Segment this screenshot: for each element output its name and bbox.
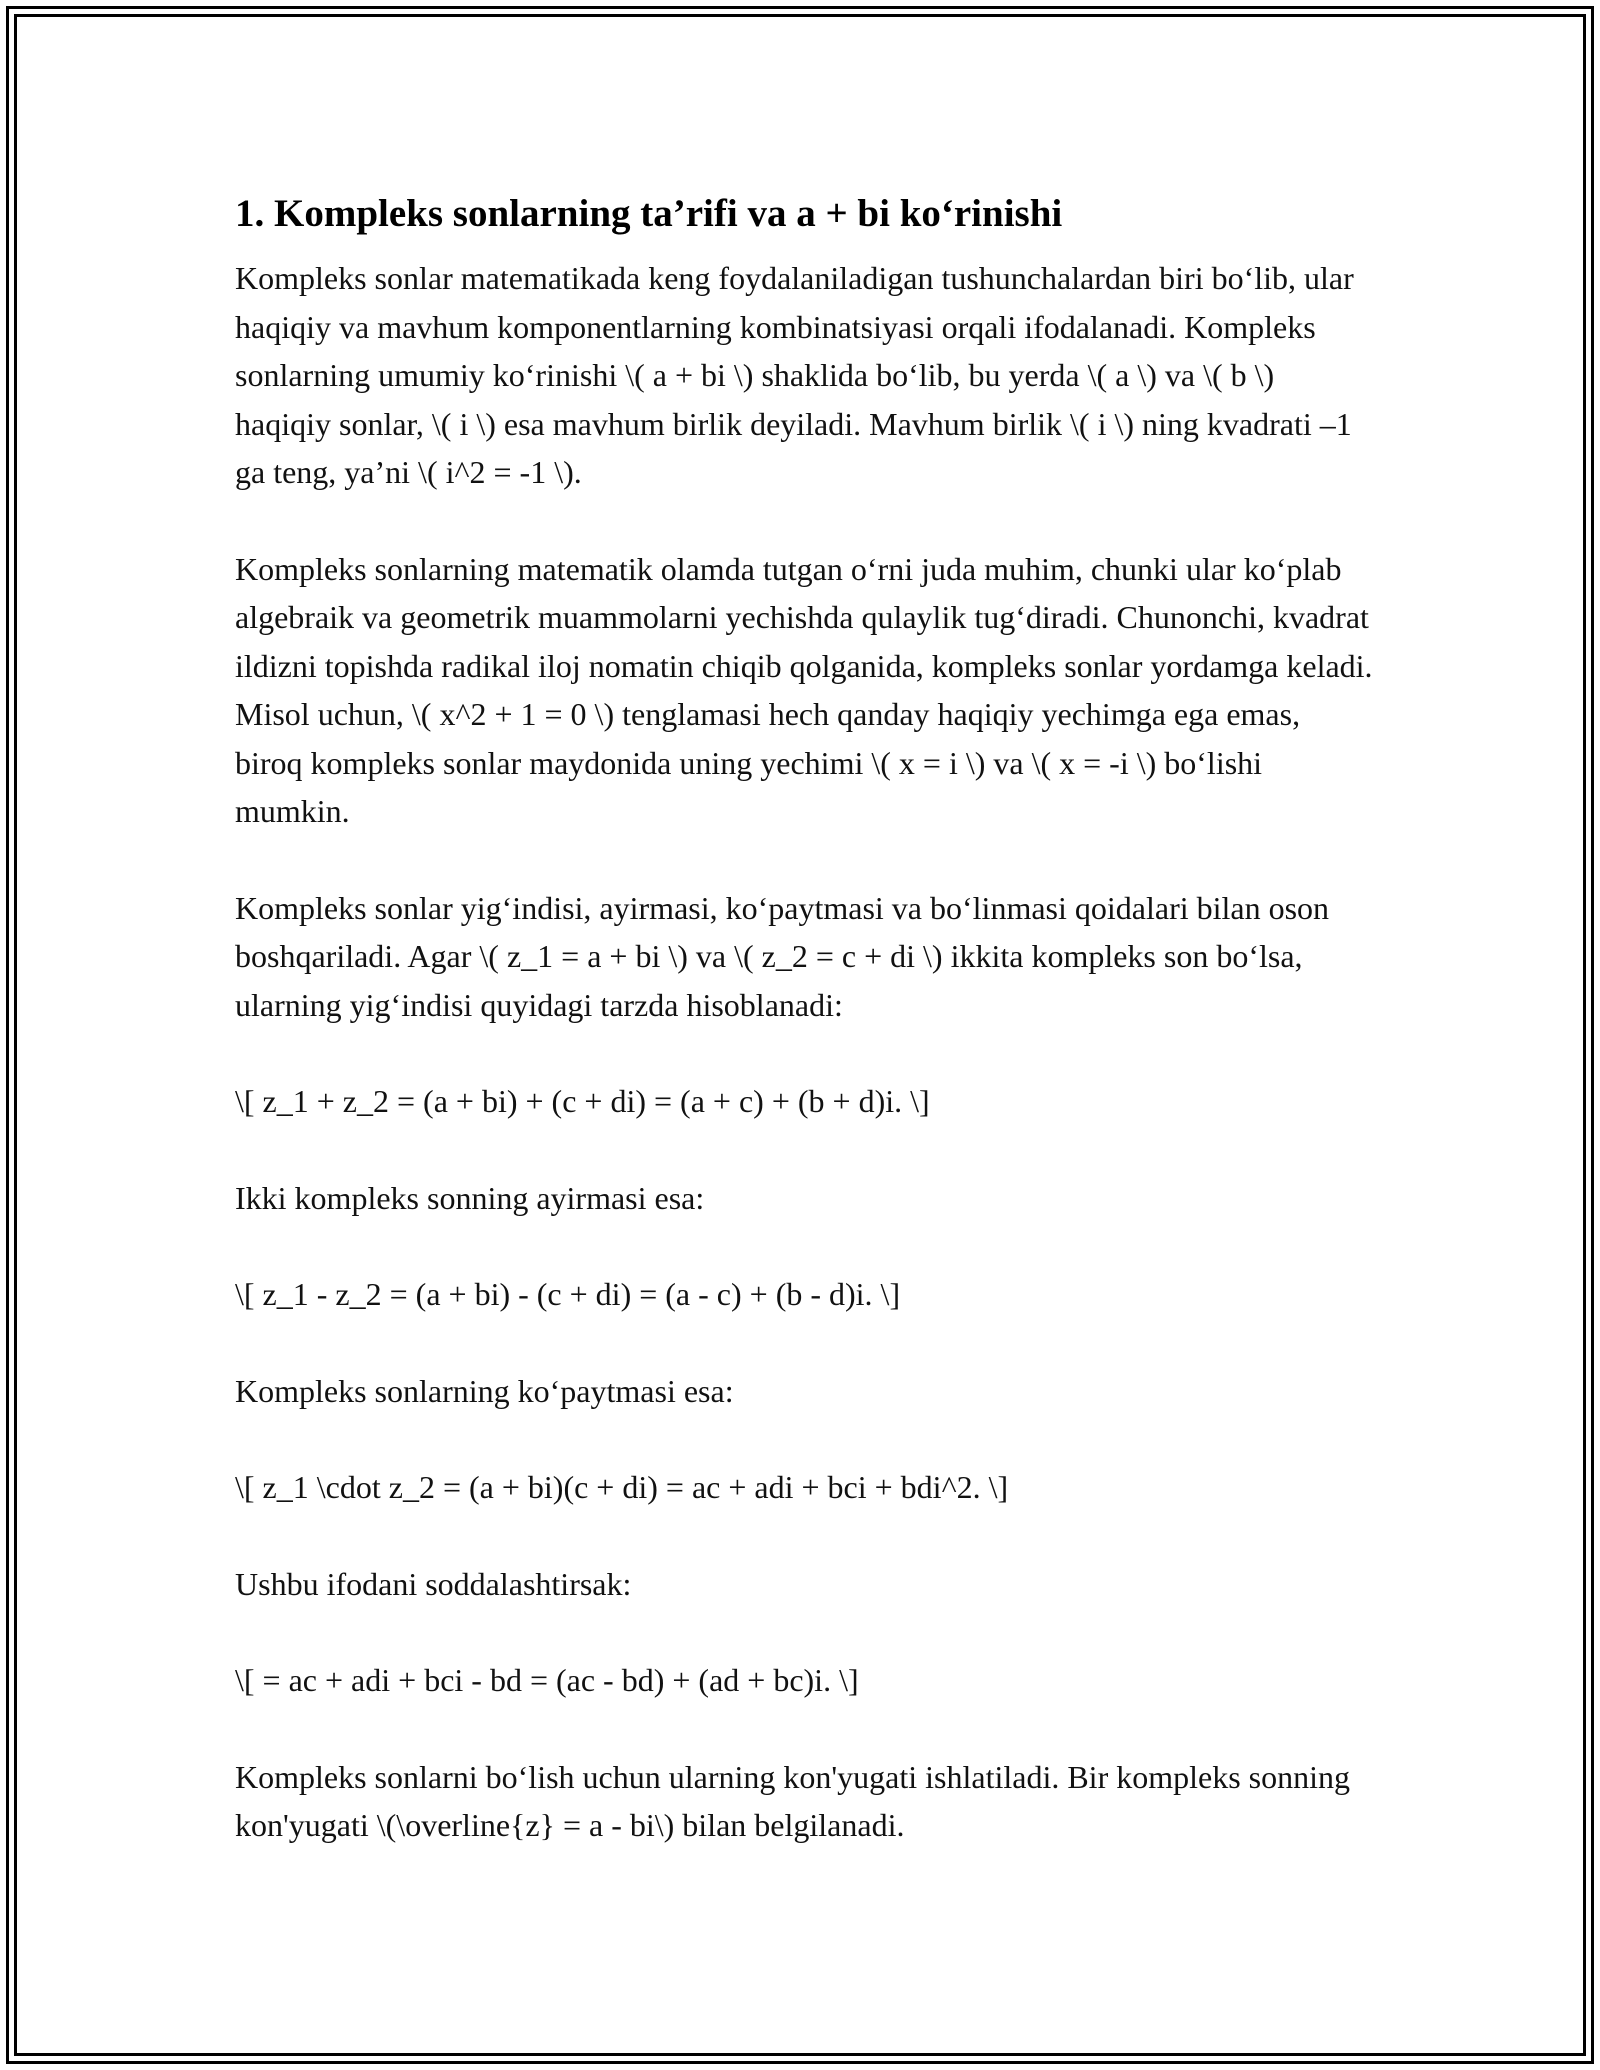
formula-sum: \[ z_1 + z_2 = (a + bi) + (c + di) = (a + c) + (b + d)i. \]	[235, 1083, 930, 1119]
document-body	[235, 190, 1375, 1898]
paragraph-conjugate: Kompleks sonlarni bo‘lish uchun ularning kon'yugati ishlatiladi. Bir kompleks sonning kon'yugati \(\overline{z} = a - bi\) bilan belgilanadi.	[235, 1758, 1350, 1843]
formula-product: \[ z_1 \cdot z_2 = (a + bi)(c + di) = ac + adi + bci + bdi^2. \]	[235, 1469, 1009, 1505]
paragraph-operations: Kompleks sonlar yig‘indisi, ayirmasi, ko‘paytmasi va bo‘linmasi qoidalari bilan oson boshqariladi. Agar \( z_1 = a + bi \) va \( z_2 = c + di \) ikkita kompleks son bo‘lsa, ularning yig‘indisi quyidagi tarzda hisoblanadi:	[235, 889, 1330, 1023]
formula-simplified: \[ = ac + adi + bci - bd = (ac - bd) + (ad + bc)i. \]	[235, 1662, 859, 1698]
paragraph-simplify-intro: Ushbu ifodani soddalashtirsak:	[235, 1565, 632, 1602]
paragraph-importance: Kompleks sonlarning matematik olamda tutgan o‘rni juda muhim, chunki ular ko‘plab algebraik va geometrik muammolarni yechishda qulaylik tug‘diradi. Chunonchi, kvadrat ildizni topishda radikal iloj nomatin chiqib qolganida, kompleks sonlar yordamga keladi. Misol uchun, \( x^2 + 1 = 0 \) tenglamasi hech qanday haqiqiy yechimga ega emas, biroq kompleks sonlar maydonida uning yechimi \( x = i \) va \( x = -i \) bo‘lishi mumkin.	[235, 550, 1373, 829]
section-heading: 1. Kompleks sonlarning ta’rifi va a + bi ko‘rinishi	[235, 192, 1063, 235]
paragraph-definition: Kompleks sonlar matematikada keng foydalaniladigan tushunchalardan biri bo‘lib, ular haqiqiy va mavhum komponentlarning kombinatsiyasi orqali ifodalanadi. Kompleks sonlarning umumiy ko‘rinishi \( a + bi \) shaklida bo‘lib, bu yerda \( a \) va \( b \) haqiqiy sonlar, \( i \) esa mavhum birlik deyiladi. Mavhum birlik \( i \) ning kvadrati –1 ga teng, ya’ni \( i^2 = -1 \).	[235, 260, 1354, 490]
paragraph-product-intro: Kompleks sonlarning ko‘paytmasi esa:	[235, 1372, 734, 1409]
formula-difference: \[ z_1 - z_2 = (a + bi) - (c + di) = (a - c) + (b - d)i. \]	[235, 1276, 901, 1312]
paragraph-difference-intro: Ikki kompleks sonning ayirmasi esa:	[235, 1179, 705, 1216]
